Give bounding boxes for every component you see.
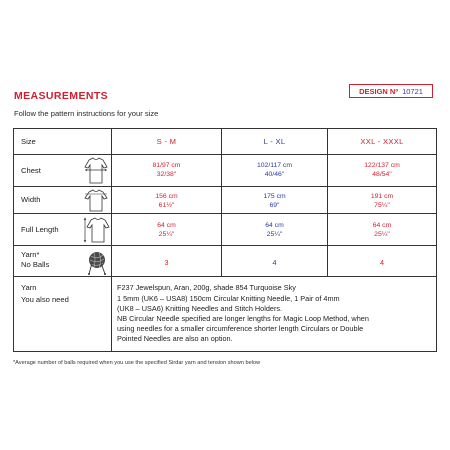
length-s-m: 64 cm 25¼" [157,222,176,238]
yarn-balls-label: Yarn* No Balls [21,250,50,269]
footnote: *Average number of balls required when you use the specified Sirdar yarn and tension shown below [13,360,261,366]
chest-s-m: 81/97 cm 32/38" [152,162,181,178]
width-l-xl: 175 cm 69" [263,193,286,209]
design-number-box [349,84,433,98]
yarn-label: Yarn You also need [21,283,69,304]
chest-l-xl: 102/117 cm 40/46" [256,162,292,178]
size-label: Size [21,137,36,146]
full-length-label: Full Length [21,225,59,234]
balls-s-m: 3 [164,258,169,267]
width-diagram-icon [84,189,108,213]
size-l-xl: L - XL [263,137,286,146]
measurements-table [13,128,437,352]
balls-xxl-xxxl: 4 [380,258,384,267]
width-label: Width [21,195,41,204]
size-s-m: S - M [156,137,177,146]
design-number: 10721 [402,86,423,96]
length-diagram-icon [82,216,110,244]
chest-xxl-xxxl: 122/137 cm 48/54" [364,162,400,178]
length-xxl-xxxl: 64 cm 25¼" [372,222,392,238]
size-xxl-xxxl: XXL - XXXL [360,137,404,146]
balls-l-xl: 4 [272,258,277,267]
yarn-ball-icon [86,248,110,275]
width-s-m: 156 cm 61½" [155,193,178,209]
length-l-xl: 64 cm 25¼" [265,222,284,238]
yarn-details: F237 Jewelspun, Aran, 200g, shade 854 Turquoise Sky 1 5mm (UK6 – USA8) 150cm Circular Knitting Needle, 1 Pair of 4mm (UK8 – USA6) Knitting Needles and Stitch Holders. NB Circular Needle specified are longer lengths for Magic Loop Method, when using needles for a smaller circumference shorter length Circulars or Double Pointed Needles are also an option. [117,283,369,343]
chest-label: Chest [21,166,41,175]
subtitle: Follow the pattern instructions for your size [14,109,159,118]
width-xxl-xxxl: 191 cm 75¼" [370,193,394,209]
chest-diagram-icon [84,157,108,185]
design-label: DESIGN Nº [359,86,399,96]
page-title: MEASUREMENTS [14,90,109,102]
